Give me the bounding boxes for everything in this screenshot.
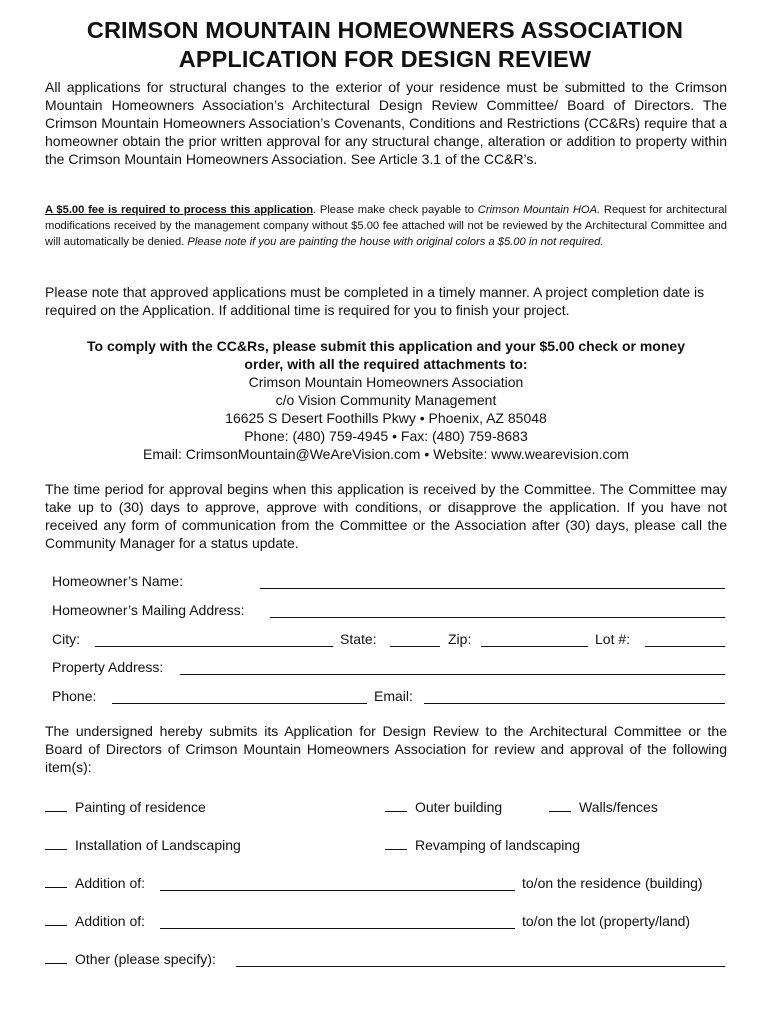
outer-building-label: Outer building	[415, 799, 503, 815]
approval-period-paragraph: The time period for approval begins when this application is received by the Committee. The Committee may take up to (30) days to approve, approve with conditions, or disapprove the application. If you have not received any form of communication from the Committee or the Association after (30) days, please call the Community Manager for a status update.	[45, 481, 727, 551]
phone-label: Phone:	[52, 688, 97, 704]
submit-instruction-line1: To comply with the CC&Rs, please submit this application and your $5.00 check or money	[87, 338, 685, 354]
walls-fences-item	[549, 798, 658, 816]
landscaping-label: Installation of Landscaping	[75, 837, 241, 853]
fee-paragraph	[45, 202, 727, 250]
mailing-address-field[interactable]	[270, 617, 725, 618]
page-subtitle: APPLICATION FOR DESIGN REVIEW	[178, 46, 592, 72]
fee-payee-text: Crimson Mountain HOA.	[477, 204, 601, 216]
landscaping-item	[45, 836, 241, 854]
lot-field[interactable]	[645, 646, 725, 647]
other-field[interactable]	[236, 966, 725, 967]
property-address-field[interactable]	[180, 674, 725, 675]
fee-denied-text: Request for architectural modifications received by the management company without $5.00 fee attached will not be reviewed by the Architectural Committee and will automatically be denied.	[45, 204, 727, 248]
addition-lot-checkbox[interactable]	[45, 913, 67, 926]
state-field[interactable]	[390, 646, 440, 647]
city-label: City:	[52, 631, 80, 647]
addition-lot-label: Addition of:	[75, 913, 146, 929]
zip-label: Zip:	[448, 631, 472, 647]
landscaping-checkbox[interactable]	[45, 837, 67, 850]
painting-label: Painting of residence	[75, 799, 206, 815]
addition-residence-item	[45, 874, 145, 892]
email-label: Email:	[374, 688, 413, 704]
addition-residence-field[interactable]	[160, 890, 515, 891]
submit-address: 16625 S Desert Foothills Pkwy • Phoenix, AZ 85048	[225, 410, 547, 426]
other-item	[45, 950, 216, 968]
state-label: State:	[340, 631, 377, 647]
city-field[interactable]	[95, 646, 333, 647]
painting-item	[45, 798, 206, 816]
phone-field[interactable]	[112, 703, 367, 704]
undersigned-paragraph: The undersigned hereby submits its Application for Design Review to the Architectural Committee or the Board of Directors of Crimson Mountain Homeowners Association for review and approval of the following item(s):	[45, 723, 727, 775]
submission-block	[45, 337, 727, 463]
addition-lot-item	[45, 912, 145, 930]
property-address-label: Property Address:	[52, 659, 164, 675]
fee-painting-note: Please note if you are painting the house with original colors a $5.00 in not required.	[187, 236, 604, 248]
homeowner-name-field[interactable]	[260, 588, 725, 589]
timely-paragraph: Please note that approved applications must be completed in a timely manner. A project completion date is required on the Application. If additional time is required for you to finish your project.	[45, 284, 705, 318]
submit-email-web: Email: CrimsonMountain@WeAreVision.com • Website: www.wearevision.com	[143, 446, 629, 462]
page-title: CRIMSON MOUNTAIN HOMEOWNERS ASSOCIATION	[86, 17, 684, 43]
lot-label: Lot #:	[595, 631, 631, 647]
submit-care-of: c/o Vision Community Management	[275, 392, 497, 408]
other-checkbox[interactable]	[45, 951, 67, 964]
painting-checkbox[interactable]	[45, 799, 67, 812]
outer-building-checkbox[interactable]	[385, 799, 407, 812]
addition-residence-label: Addition of:	[75, 875, 146, 891]
zip-field[interactable]	[481, 646, 588, 647]
intro-paragraph: All applications for structural changes to the exterior of your residence must be submitted to the Crimson Mountain Homeowners Association’s Architectural Design Review Committee/ Board of Directors. The Crimson Mountain Homeowners Association’s Covenants, Conditions and Restrictions (CC&Rs) require that a homeowner obtain the prior written approval for any structural change, alteration or addition to property within the Crimson Mountain Homeowners Association. See Article 3.1 of the CC&R’s.	[45, 79, 727, 167]
revamping-item	[385, 836, 580, 854]
walls-fences-checkbox[interactable]	[549, 799, 571, 812]
submit-phone-fax: Phone: (480) 759-4945 • Fax: (480) 759-8683	[244, 428, 528, 444]
email-field[interactable]	[424, 703, 725, 704]
other-label: Other (please specify):	[75, 951, 216, 967]
addition-lot-field[interactable]	[160, 928, 515, 929]
addition-residence-suffix: to/on the residence (building)	[522, 875, 703, 891]
revamping-label: Revamping of landscaping	[415, 837, 580, 853]
addition-lot-suffix: to/on the lot (property/land)	[522, 913, 691, 929]
fee-payable-text: . Please make check payable to	[313, 204, 478, 216]
outer-building-item	[385, 798, 502, 816]
submit-instruction-line2: order, with all the required attachments to:	[244, 356, 528, 372]
fee-required-text: A $5.00 fee is required to process this application	[45, 204, 314, 216]
addition-residence-checkbox[interactable]	[45, 875, 67, 888]
revamping-checkbox[interactable]	[385, 837, 407, 850]
submit-org: Crimson Mountain Homeowners Association	[248, 374, 524, 390]
homeowner-name-label: Homeowner’s Name:	[52, 573, 183, 589]
walls-fences-label: Walls/fences	[579, 799, 658, 815]
mailing-address-label: Homeowner’s Mailing Address:	[52, 602, 245, 618]
